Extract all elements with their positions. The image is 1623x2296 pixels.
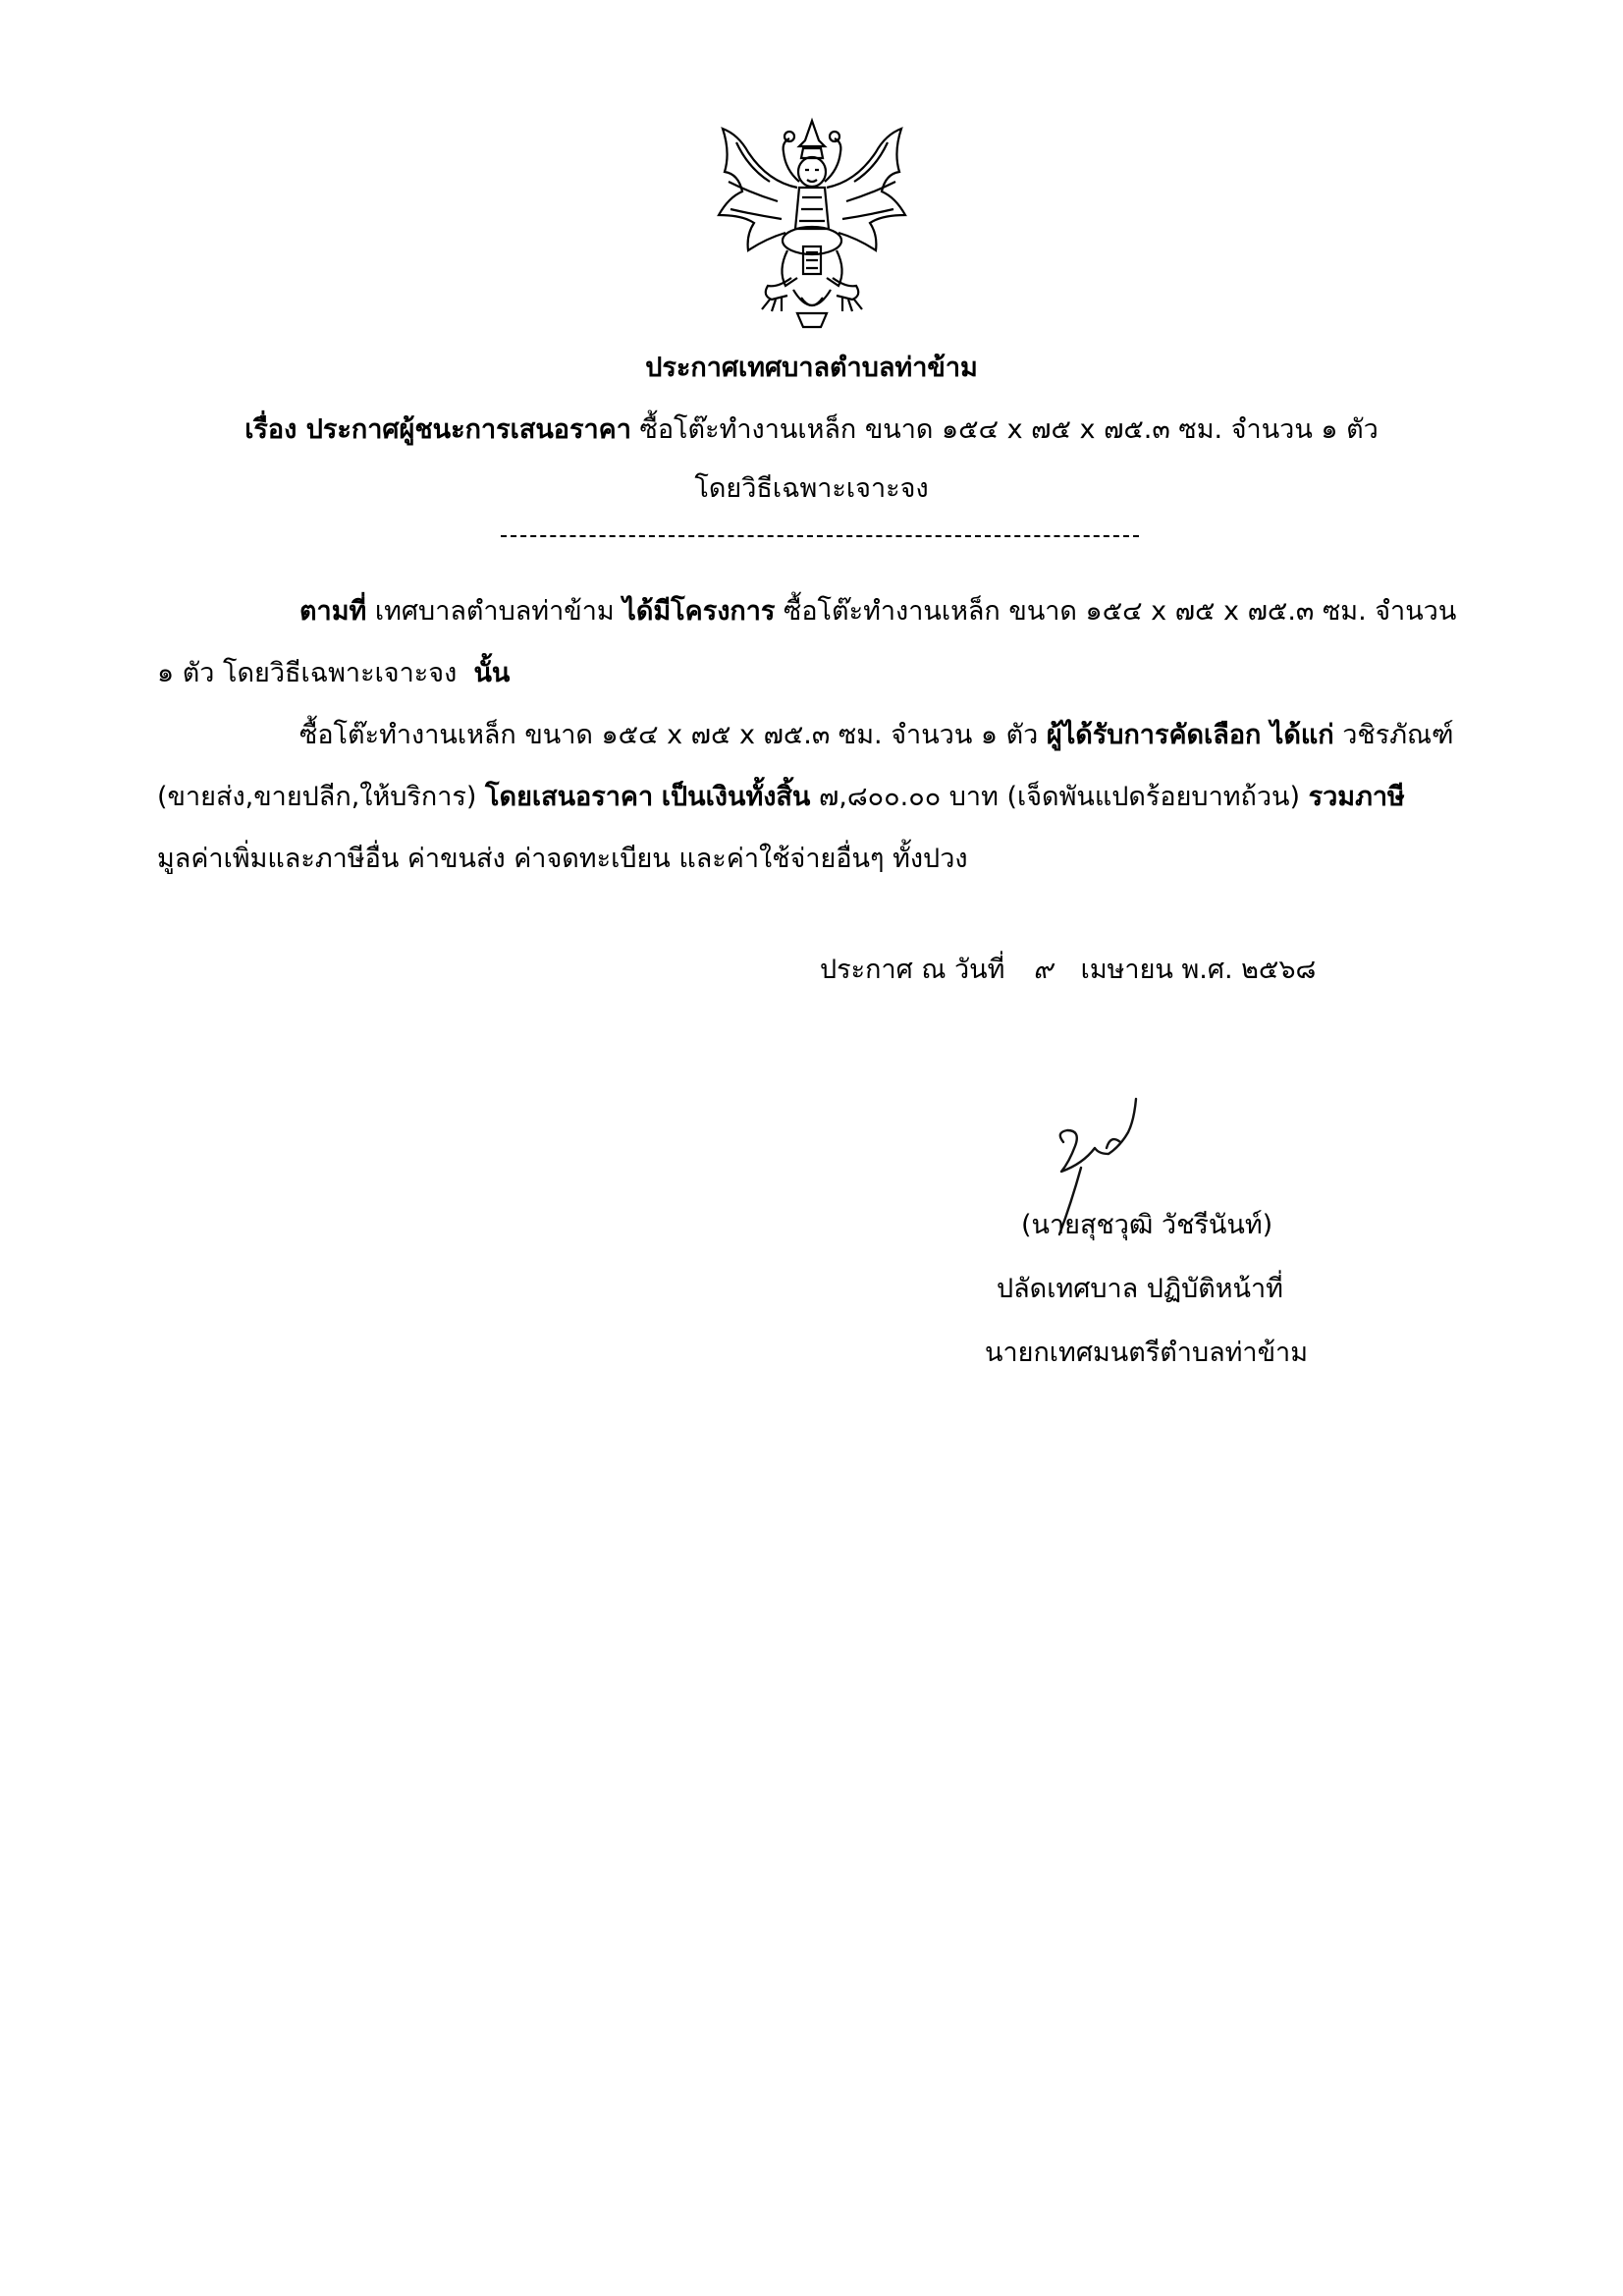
paragraph-2-line-3: มูลค่าเพิ่มและภาษีอื่น ค่าขนส่ง ค่าจดทะเบียน และค่าใช้จ่ายอื่นๆ ทั้งปวง [157, 844, 968, 874]
signer-name: (นายสุชวุฒิ วัชรีนันท์) [1021, 1210, 1273, 1240]
announcement-date [820, 951, 1316, 990]
p2-winner-note: (ขายส่ง,ขายปลีก,ให้บริการ) [157, 782, 477, 812]
date-day: ๙ [1033, 955, 1053, 985]
p1-item: ซื้อโต๊ะทำงานเหล็ก ขนาด ๑๕๔ x ๗๕ x ๗๕.๓ ซม. จำนวน [784, 596, 1457, 627]
p1-org: เทศบาลตำบลท่าข้าม [374, 596, 615, 627]
announcement-subject [0, 410, 1623, 450]
p1-lead: ตามที่ [299, 596, 367, 627]
subject-label: เรื่อง ประกาศผู้ชนะการเสนอราคา [244, 414, 631, 445]
p1-end: นั้น [473, 658, 511, 688]
announcement-title: ประกาศเทศบาลตำบลท่าข้าม [645, 353, 978, 383]
p2-offer-label: โดยเสนอราคา [485, 782, 654, 812]
subject-method: โดยวิธีเฉพาะเจาะจง [694, 473, 929, 504]
garuda-emblem-icon [709, 113, 915, 334]
subject-text: ซื้อโต๊ะทำงานเหล็ก ขนาด ๑๕๔ x ๗๕ x ๗๕.๓ ซม. จำนวน ๑ ตัว [639, 414, 1379, 445]
paragraph-1-line-1 [299, 592, 1456, 631]
separator-line [501, 535, 1139, 537]
paragraph-2-line-1 [299, 716, 1454, 755]
p1-verb: ได้มีโครงการ [622, 596, 776, 627]
p2-amount: ๗,๘๐๐.๐๐ บาท (เจ็ดพันแปดร้อยบาทถ้วน) [818, 782, 1301, 812]
paragraph-1-line-2 [157, 654, 510, 693]
date-month-year: เมษายน พ.ศ. ๒๕๖๘ [1080, 955, 1317, 985]
p1-line2: ๑ ตัว โดยวิธีเฉพาะเจาะจง [157, 658, 458, 688]
p2-total-label: เป็นเงินทั้งสิ้น [661, 782, 811, 812]
signer-title: นายกเทศมนตรีตำบลท่าข้าม [985, 1338, 1308, 1368]
paragraph-2-line-2 [157, 778, 1405, 817]
p2-item: ซื้อโต๊ะทำงานเหล็ก ขนาด ๑๕๔ x ๗๕ x ๗๕.๓ ซม. จำนวน ๑ ตัว [299, 720, 1039, 750]
signer-position: ปลัดเทศบาล ปฏิบัติหน้าที่ [997, 1274, 1283, 1304]
p2-winner: วชิรภัณฑ์ [1342, 720, 1454, 750]
p2-vat-label: รวมภาษี [1308, 782, 1405, 812]
date-prefix: ประกาศ ณ วันที่ [820, 955, 1005, 985]
p2-winner-label: ผู้ได้รับการคัดเลือก ได้แก่ [1046, 720, 1334, 750]
